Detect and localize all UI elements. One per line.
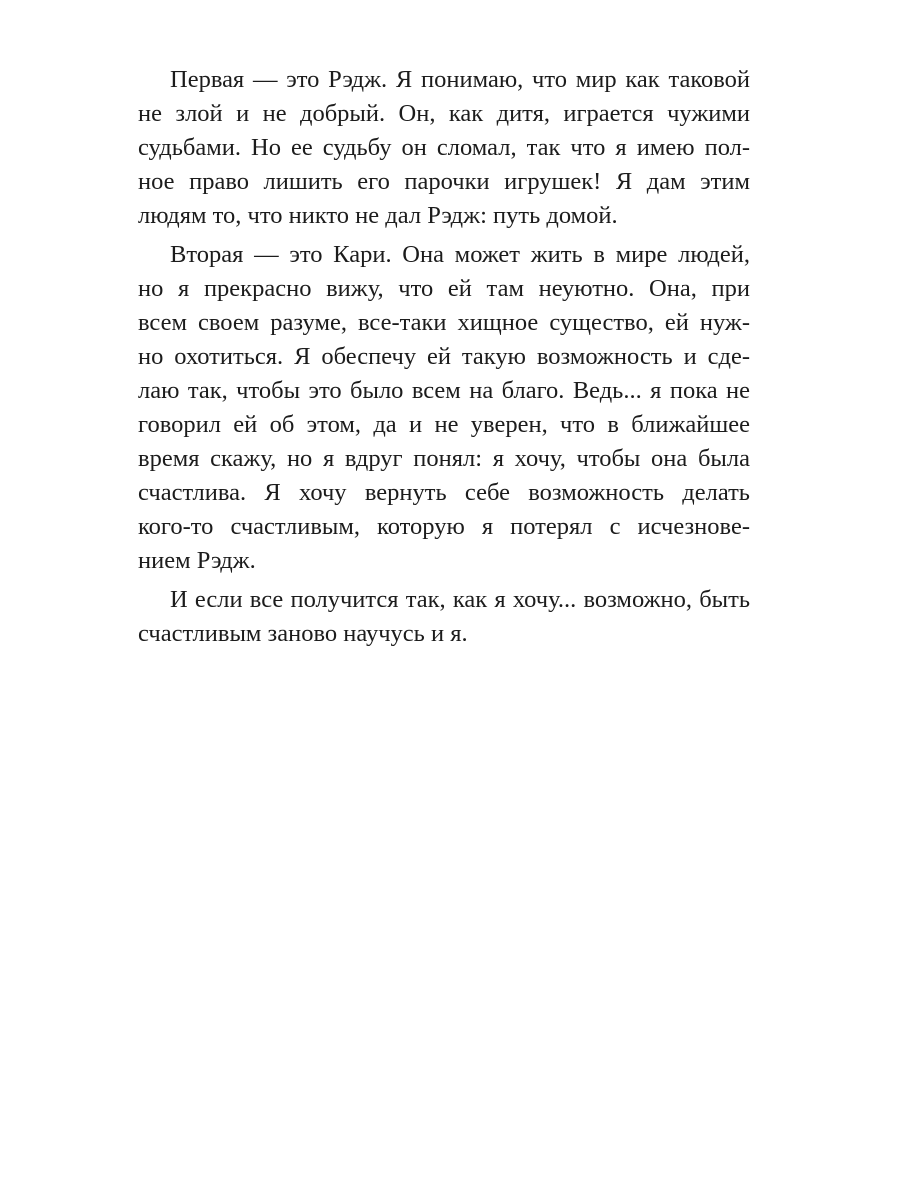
text-line: ное право лишить его парочки игрушек! Я дам этим <box>138 168 750 195</box>
text-line: Первая — это Рэдж. Я понимаю, что мир как таковой <box>170 66 750 93</box>
text-line: счастлива. Я хочу вернуть себе возможность делать <box>138 479 750 506</box>
text-line: всем своем разуме, все-таки хищное существо, ей нуж- <box>138 309 750 336</box>
text-line: но я прекрасно вижу, что ей там неуютно. Она, при <box>138 275 750 302</box>
paragraph-2 <box>138 238 750 578</box>
text-line: счастливым заново научусь и я. <box>138 620 468 647</box>
text-line: судьбами. Но ее судьбу он сломал, так что я имею пол- <box>138 134 750 161</box>
text-line: но охотиться. Я обеспечу ей такую возможность и сде- <box>138 343 750 370</box>
text-line: кого-то счастливым, которую я потерял с исчезнове- <box>138 513 750 540</box>
text-line: время скажу, но я вдруг понял: я хочу, чтобы она была <box>138 445 750 472</box>
text-line: не злой и не добрый. Он, как дитя, играется чужими <box>138 100 750 127</box>
paragraph-3 <box>138 583 750 651</box>
text-line: говорил ей об этом, да и не уверен, что в ближайшее <box>138 411 750 438</box>
text-line: лаю так, чтобы это было всем на благо. Ведь... я пока не <box>138 377 750 404</box>
text-line: И если все получится так, как я хочу... возможно, быть <box>170 586 750 613</box>
paragraph-1 <box>138 63 750 233</box>
body-text <box>138 63 750 656</box>
text-line: нием Рэдж. <box>138 547 256 574</box>
text-line: Вторая — это Кари. Она может жить в мире людей, <box>170 241 750 268</box>
text-line: людям то, что никто не дал Рэдж: путь домой. <box>138 202 618 229</box>
